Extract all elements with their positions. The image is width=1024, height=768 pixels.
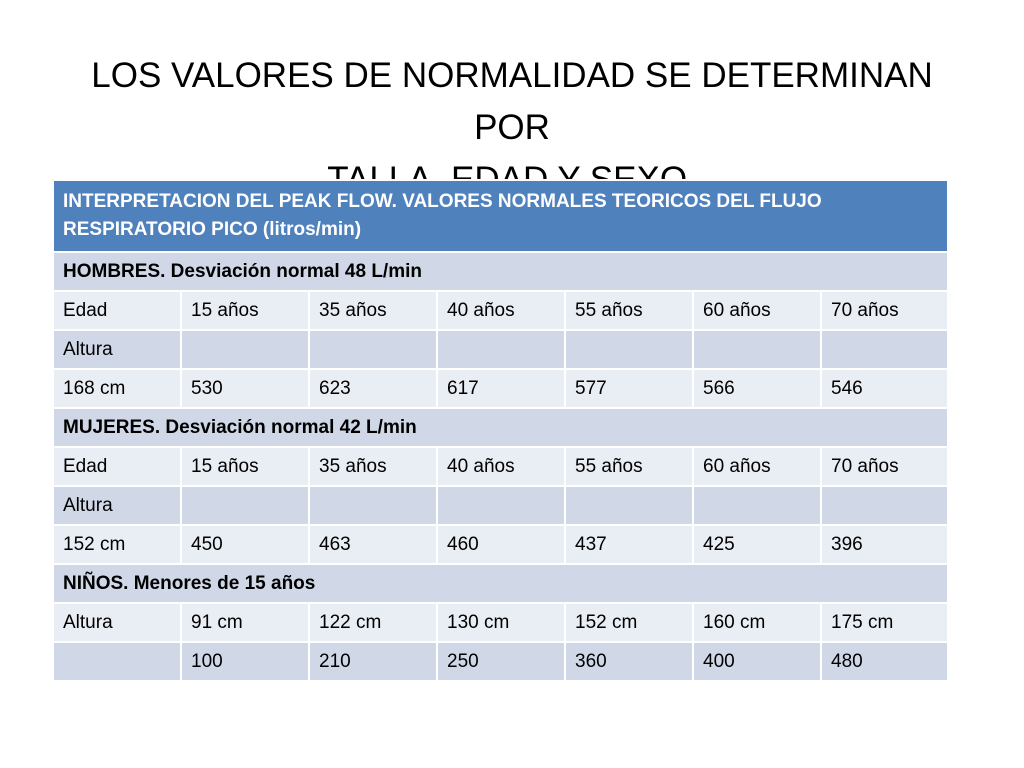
row-label-edad: Edad (53, 291, 181, 330)
value-cell: 623 (309, 369, 437, 408)
table-row (53, 330, 948, 369)
empty-cell (53, 642, 181, 681)
value-cell: 530 (181, 369, 309, 408)
height-cell: 130 cm (437, 603, 565, 642)
table-row (53, 447, 948, 486)
empty-cell (693, 330, 821, 369)
empty-cell (565, 486, 693, 525)
value-cell: 400 (693, 642, 821, 681)
value-cell: 463 (309, 525, 437, 564)
value-cell: 577 (565, 369, 693, 408)
table-row (53, 369, 948, 408)
value-cell: 100 (181, 642, 309, 681)
value-cell: 396 (821, 525, 948, 564)
value-cell: 617 (437, 369, 565, 408)
empty-cell (693, 486, 821, 525)
age-cell: 70 años (821, 291, 948, 330)
age-cell: 55 años (565, 447, 693, 486)
height-cell: 91 cm (181, 603, 309, 642)
table-row (53, 603, 948, 642)
value-cell: 250 (437, 642, 565, 681)
value-cell: 210 (309, 642, 437, 681)
section-label-ninos: NIÑOS. Menores de 15 años (53, 564, 948, 603)
empty-cell (181, 486, 309, 525)
age-cell: 60 años (693, 447, 821, 486)
section-row-ninos (53, 564, 948, 603)
age-cell: 55 años (565, 291, 693, 330)
age-cell: 70 años (821, 447, 948, 486)
height-cell: 160 cm (693, 603, 821, 642)
value-cell: 546 (821, 369, 948, 408)
age-cell: 40 años (437, 447, 565, 486)
value-cell: 566 (693, 369, 821, 408)
empty-cell (821, 330, 948, 369)
age-cell: 15 años (181, 447, 309, 486)
age-cell: 60 años (693, 291, 821, 330)
row-label-altura: Altura (53, 603, 181, 642)
height-cell: 152 cm (53, 525, 181, 564)
age-cell: 35 años (309, 291, 437, 330)
empty-cell (309, 330, 437, 369)
empty-cell (821, 486, 948, 525)
section-label-hombres: HOMBRES. Desviación normal 48 L/min (53, 252, 948, 291)
value-cell: 425 (693, 525, 821, 564)
slide-title-line1: LOS VALORES DE NORMALIDAD SE DETERMINAN POR (91, 56, 933, 147)
peak-flow-table (52, 179, 949, 682)
table-header: INTERPRETACION DEL PEAK FLOW. VALORES NORMALES TEORICOS DEL FLUJO RESPIRATORIO PICO (litros/min) (53, 180, 948, 252)
empty-cell (437, 330, 565, 369)
row-label-edad: Edad (53, 447, 181, 486)
height-cell: 122 cm (309, 603, 437, 642)
height-cell: 175 cm (821, 603, 948, 642)
value-cell: 460 (437, 525, 565, 564)
value-cell: 437 (565, 525, 693, 564)
empty-cell (437, 486, 565, 525)
empty-cell (565, 330, 693, 369)
table-row (53, 525, 948, 564)
age-cell: 35 años (309, 447, 437, 486)
empty-cell (181, 330, 309, 369)
value-cell: 450 (181, 525, 309, 564)
table-header-row (53, 180, 948, 252)
table-row (53, 642, 948, 681)
value-cell: 480 (821, 642, 948, 681)
age-cell: 40 años (437, 291, 565, 330)
empty-cell (309, 486, 437, 525)
table-row (53, 291, 948, 330)
row-label-altura: Altura (53, 486, 181, 525)
section-row-hombres (53, 252, 948, 291)
age-cell: 15 años (181, 291, 309, 330)
section-label-mujeres: MUJERES. Desviación normal 42 L/min (53, 408, 948, 447)
section-row-mujeres (53, 408, 948, 447)
table-row (53, 486, 948, 525)
height-cell: 152 cm (565, 603, 693, 642)
height-cell: 168 cm (53, 369, 181, 408)
row-label-altura: Altura (53, 330, 181, 369)
value-cell: 360 (565, 642, 693, 681)
